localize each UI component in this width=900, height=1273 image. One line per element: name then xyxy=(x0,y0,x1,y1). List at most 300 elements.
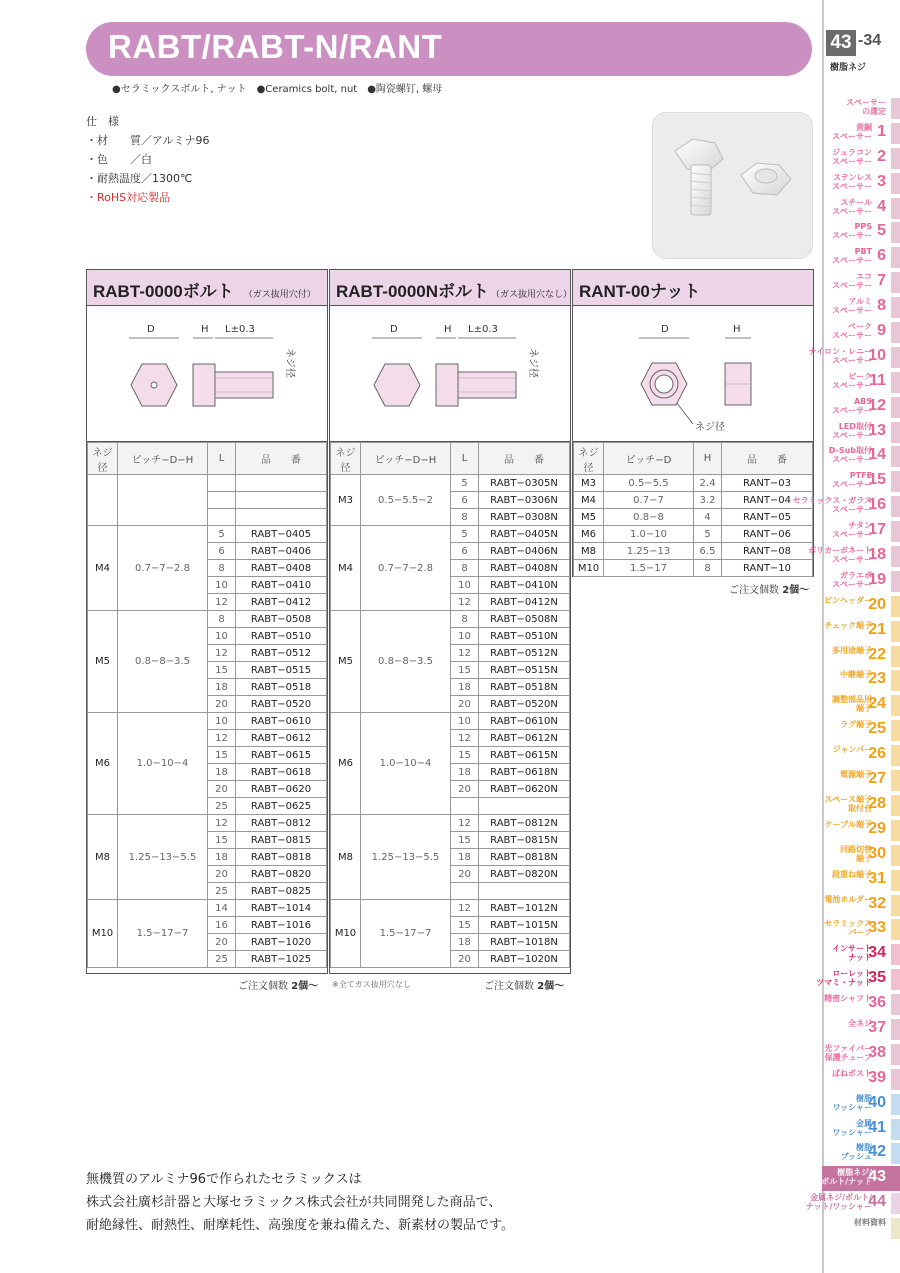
spec-item: ・材 質／アルミナ96 xyxy=(86,134,210,147)
height-cell: 4 xyxy=(694,509,722,526)
sidebar-item[interactable] xyxy=(822,96,900,121)
sidebar-item-tab xyxy=(891,521,900,542)
sidebar-item-label: PBT スペーサー xyxy=(832,247,872,266)
sidebar-item-tab xyxy=(891,670,900,691)
part-number-cell: RABT−0406N xyxy=(479,543,570,560)
boltn-order-note xyxy=(484,977,564,992)
col-header: ピッチ−D−H xyxy=(361,443,451,475)
dim-thread-label: ネジ径 xyxy=(284,348,295,378)
length-cell: 20 xyxy=(208,696,236,713)
sidebar-item[interactable] xyxy=(822,668,900,693)
sidebar-item-label: 段重ね端子 xyxy=(832,869,872,879)
sidebar-item-number: 26 xyxy=(868,745,886,763)
sidebar-item-label: ばねポスト xyxy=(832,1068,872,1078)
length-cell: 12 xyxy=(208,645,236,662)
sidebar-item-label: スペース端子 取付台 xyxy=(824,794,872,813)
part-number-cell: RABT−0620N xyxy=(479,781,570,798)
length-cell: 12 xyxy=(451,815,479,832)
boltn-table-body xyxy=(331,475,570,968)
sidebar-item[interactable] xyxy=(822,196,900,221)
size-cell: M4 xyxy=(88,526,118,611)
sidebar-item-number: 23 xyxy=(868,670,886,688)
part-number-cell: RABT−0508N xyxy=(479,611,570,628)
table-row xyxy=(88,713,327,730)
sidebar-item-number: 25 xyxy=(868,720,886,738)
sidebar-item[interactable] xyxy=(822,245,900,270)
boltn-table-title xyxy=(330,270,573,306)
sidebar-item-number: 30 xyxy=(868,844,886,862)
sidebar-item-number: 38 xyxy=(868,1043,886,1061)
sidebar-item-tab xyxy=(891,1168,900,1189)
sidebar-item-label: ローレット ツマミ・ナット xyxy=(816,969,872,988)
dim-thread-label: ネジ径 xyxy=(695,422,725,433)
bolt-title-note: （ガス抜用穴付） xyxy=(243,289,316,299)
sidebar-item[interactable] xyxy=(816,967,900,992)
sidebar-item-label: ケーブル端子 xyxy=(824,819,872,829)
nut-table-panel xyxy=(572,269,814,577)
dim-h-label: H xyxy=(444,324,452,335)
table-row xyxy=(574,509,813,526)
page-sub-number: -34 xyxy=(858,32,882,49)
title-banner xyxy=(86,22,812,76)
sidebar-item-label: セラミックス・ガラス スペーサー xyxy=(792,496,872,515)
sidebar-item-label: 多用途端子 xyxy=(832,645,872,655)
col-header: L xyxy=(451,443,479,475)
sidebar-item[interactable] xyxy=(822,1141,900,1166)
sidebar-item-tab xyxy=(891,222,900,243)
length-cell: 10 xyxy=(451,577,479,594)
length-cell: 8 xyxy=(451,560,479,577)
sidebar-item-number: 18 xyxy=(868,546,886,564)
length-cell: 5 xyxy=(451,475,479,492)
part-number-cell: RABT−0510N xyxy=(479,628,570,645)
sidebar-item[interactable] xyxy=(822,619,900,644)
sidebar-item-number: 43 xyxy=(868,1168,886,1186)
sidebar-item[interactable] xyxy=(822,768,900,793)
table-row xyxy=(331,526,570,543)
pitch-cell: 1.25−13−5.5 xyxy=(361,815,451,900)
sidebar-item-number: 21 xyxy=(868,620,886,638)
table-row xyxy=(88,900,327,917)
table-row xyxy=(574,526,813,543)
sidebar-item-label: ピンヘッダー xyxy=(824,595,872,605)
sidebar-item-label: D-Sub取付 スペーサー xyxy=(828,446,872,465)
order-label: ご注文個数 xyxy=(484,981,534,992)
sidebar-item-number: 33 xyxy=(868,919,886,937)
table-row xyxy=(574,475,813,492)
sidebar-item-tab xyxy=(891,795,900,816)
col-header: 品 番 xyxy=(722,443,813,475)
length-cell: 12 xyxy=(208,594,236,611)
part-number-cell: RABT−0618 xyxy=(236,764,327,781)
pitch-cell: 1.5−17−7 xyxy=(361,900,451,968)
sidebar-item-number: 15 xyxy=(868,471,886,489)
sidebar-item[interactable] xyxy=(822,1092,900,1117)
sidebar-item-tab xyxy=(891,870,900,891)
sidebar-item-label: PTFE スペーサー xyxy=(832,471,872,490)
sidebar-item-tab xyxy=(891,546,900,567)
sidebar-item-tab xyxy=(891,745,900,766)
sidebar-item-tab xyxy=(891,1094,900,1115)
sidebar-item-number: 19 xyxy=(868,570,886,588)
bolt-diagram xyxy=(87,306,327,442)
pitch-cell: 1.0−10 xyxy=(604,526,694,543)
page-title: RABT/RABT-N/RANT xyxy=(108,28,443,65)
table-row xyxy=(574,492,813,509)
sidebar-item[interactable] xyxy=(822,743,900,768)
dim-l-label: L±0.3 xyxy=(225,324,255,335)
size-cell: M6 xyxy=(574,526,604,543)
sidebar-item-label: 樹脂ネジ/ ボルト/ナット xyxy=(821,1168,872,1187)
sidebar-item-tab xyxy=(891,471,900,492)
page-subtitle: ●セラミックスボルト, ナット ●Ceramics bolt, nut ●陶瓷螺钉, 螺母 xyxy=(112,84,443,95)
length-cell: 18 xyxy=(451,849,479,866)
sidebar-item[interactable] xyxy=(822,1216,900,1241)
part-number-cell: RABT−0612N xyxy=(479,730,570,747)
part-number-cell: RABT−0818N xyxy=(479,849,570,866)
bolt-drawing xyxy=(87,306,327,442)
sidebar-item[interactable] xyxy=(822,569,900,594)
sidebar-item[interactable] xyxy=(822,146,900,171)
length-cell: 8 xyxy=(451,509,479,526)
sidebar-item-number: 40 xyxy=(868,1093,886,1111)
part-number-cell: RABT−0518 xyxy=(236,679,327,696)
sidebar-item[interactable] xyxy=(822,395,900,420)
sidebar-item-number: 39 xyxy=(868,1068,886,1086)
col-header: ネジ径 xyxy=(88,443,118,475)
pitch-cell: 0.5−5.5 xyxy=(604,475,694,492)
table-row xyxy=(88,526,327,543)
length-cell: 5 xyxy=(451,526,479,543)
sidebar-item[interactable] xyxy=(822,171,900,196)
sidebar-item[interactable] xyxy=(822,1042,900,1067)
sidebar-item-label: ジャンパー xyxy=(832,745,872,755)
sidebar-item-number: 27 xyxy=(868,770,886,788)
part-number-cell: RABT−0306N xyxy=(479,492,570,509)
part-number-cell: RABT−1014 xyxy=(236,900,327,917)
sidebar-item[interactable] xyxy=(822,793,900,818)
pitch-cell: 1.5−17−7 xyxy=(118,900,208,968)
sidebar-item-tab xyxy=(891,123,900,144)
length-cell: 8 xyxy=(451,611,479,628)
sidebar-item-number: 16 xyxy=(868,496,886,514)
col-header: 品 番 xyxy=(236,443,327,475)
sidebar-item-label: ジュラコン スペーサー xyxy=(832,147,872,166)
length-cell: 18 xyxy=(208,679,236,696)
length-cell: 15 xyxy=(451,917,479,934)
boltn-title-text: RABT-0000Nボルト xyxy=(336,282,490,301)
part-number-cell: RABT−0406 xyxy=(236,543,327,560)
sidebar-item-number: 41 xyxy=(868,1118,886,1136)
sidebar-item-label: ラグ端子 xyxy=(840,720,872,730)
footer-line: 株式会社廣杉計器と大塚セラミックス株式会社が共同開発した商品で、 xyxy=(86,1195,502,1210)
part-number-cell: RABT−1015N xyxy=(479,917,570,934)
sidebar-item[interactable] xyxy=(822,270,900,295)
sidebar-item[interactable] xyxy=(822,220,900,245)
size-cell: M6 xyxy=(331,713,361,815)
part-number-cell: RABT−0620 xyxy=(236,781,327,798)
sidebar-item[interactable] xyxy=(822,893,900,918)
pitch-cell: 1.25−13 xyxy=(604,543,694,560)
part-number-cell: RABT−0615 xyxy=(236,747,327,764)
sidebar-item-label: ナイロン・レニー スペーサー xyxy=(808,346,872,365)
sidebar-item[interactable] xyxy=(822,917,900,942)
length-cell: 10 xyxy=(208,577,236,594)
bolt-footnote xyxy=(332,979,411,990)
sidebar-item-number: 29 xyxy=(868,819,886,837)
bolt-title-text: RABT-0000ボルト xyxy=(93,282,234,301)
sidebar-item-tab xyxy=(891,820,900,841)
sidebar-item[interactable] xyxy=(822,469,900,494)
sidebar-item-tab xyxy=(891,1193,900,1214)
sidebar-item-tab xyxy=(891,1119,900,1140)
sidebar-item-number: 10 xyxy=(868,346,886,364)
sidebar-item[interactable] xyxy=(822,644,900,669)
length-cell: 25 xyxy=(208,951,236,968)
sidebar-item-number: 17 xyxy=(868,521,886,539)
length-cell: 10 xyxy=(451,628,479,645)
sidebar-item-label: 電池ホルダー xyxy=(824,894,872,904)
sidebar-item[interactable] xyxy=(822,519,900,544)
length-cell: 12 xyxy=(208,730,236,747)
part-number-cell: RABT−1020 xyxy=(236,934,327,951)
boltn-diagram xyxy=(330,306,570,442)
sidebar-item-tab xyxy=(891,646,900,667)
col-header: H xyxy=(694,443,722,475)
sidebar-item-number: 8 xyxy=(877,297,886,315)
height-cell: 8 xyxy=(694,560,722,577)
sidebar-item-label: ポリカーボネート スペーサー xyxy=(808,546,872,565)
dim-thread-label: ネジ径 xyxy=(527,348,538,378)
sidebar-item-label: ステンレス スペーサー xyxy=(832,172,872,191)
sidebar-item-tab xyxy=(891,895,900,916)
part-number-cell: RANT−05 xyxy=(722,509,813,526)
boltn-title-note: （ガス抜用穴なし） xyxy=(491,289,573,299)
sidebar-item-tab xyxy=(891,1069,900,1090)
spec-item: ・耐熱温度／1300℃ xyxy=(86,172,193,185)
length-cell: 25 xyxy=(208,798,236,815)
sidebar-item[interactable] xyxy=(822,320,900,345)
length-cell: 18 xyxy=(451,764,479,781)
bolt-nut-image xyxy=(653,113,814,260)
part-number-cell: RANT−08 xyxy=(722,543,813,560)
sidebar-item-label: 回路切替 端子 xyxy=(840,844,872,863)
sidebar-item-label: チタン スペーサー xyxy=(832,521,872,540)
sidebar-item[interactable] xyxy=(822,942,900,967)
sidebar-item-label: 材料資料 xyxy=(854,1218,886,1228)
boltn-table xyxy=(330,442,570,968)
sidebar-item-number: 4 xyxy=(877,197,886,215)
page-category: 樹脂ネジ xyxy=(830,63,867,73)
sidebar-item[interactable] xyxy=(822,718,900,743)
sidebar-item-tab xyxy=(891,347,900,368)
length-cell: 12 xyxy=(451,730,479,747)
sidebar-item[interactable] xyxy=(822,370,900,395)
order-qty: 2個〜 xyxy=(782,585,810,596)
sidebar-item[interactable] xyxy=(822,843,900,868)
sidebar-item-label: スチール スペーサー xyxy=(832,197,872,216)
sidebar-item[interactable] xyxy=(822,295,900,320)
size-cell xyxy=(88,475,118,526)
sidebar-item-label: エコ スペーサー xyxy=(832,272,872,291)
sidebar-item-label: 金属ネジ/ボルト/ ナット/ワッシャー xyxy=(805,1193,872,1212)
sidebar-item-label: 樹脂 ブッシュ xyxy=(840,1143,872,1162)
length-cell: 15 xyxy=(451,662,479,679)
part-number-cell xyxy=(479,883,570,900)
footer-description xyxy=(86,1168,514,1237)
part-number-cell: RABT−0405N xyxy=(479,526,570,543)
sidebar-item-tab xyxy=(891,198,900,219)
page-number: 43 xyxy=(826,30,856,56)
pitch-cell: 1.5−17 xyxy=(604,560,694,577)
sidebar-item[interactable] xyxy=(808,345,900,370)
length-cell: 6 xyxy=(208,543,236,560)
length-cell: 25 xyxy=(208,883,236,900)
sidebar-item-tab xyxy=(891,297,900,318)
part-number-cell: RANT−10 xyxy=(722,560,813,577)
part-number-cell: RABT−0815 xyxy=(236,832,327,849)
sidebar-item[interactable] xyxy=(822,121,900,146)
sidebar-item-tab xyxy=(891,1218,900,1239)
part-number-cell xyxy=(236,509,327,526)
col-header: ネジ径 xyxy=(574,443,604,475)
table-row xyxy=(88,475,327,492)
dim-h-label: H xyxy=(201,324,209,335)
rohs-note: ・RoHS対応製品 xyxy=(86,191,171,204)
sidebar-item-number: 13 xyxy=(868,421,886,439)
sidebar-item-tab xyxy=(891,1044,900,1065)
table-row xyxy=(331,611,570,628)
bolt-table-body xyxy=(88,475,327,968)
length-cell: 15 xyxy=(208,832,236,849)
sidebar-item-label: 全ネジ xyxy=(848,1018,872,1028)
table-row xyxy=(331,815,570,832)
bolt-table xyxy=(87,442,327,968)
boltn-table-panel xyxy=(329,269,571,974)
sidebar-item-label: PPS スペーサー xyxy=(832,222,872,241)
dim-d-label: D xyxy=(147,324,155,335)
sidebar-item[interactable] xyxy=(822,868,900,893)
table-row xyxy=(574,560,813,577)
table-row xyxy=(88,815,327,832)
length-cell: 15 xyxy=(451,747,479,764)
dim-l-label: L±0.3 xyxy=(468,324,498,335)
sidebar-item-number: 44 xyxy=(868,1193,886,1211)
sidebar-item[interactable] xyxy=(822,1117,900,1142)
length-cell: 15 xyxy=(208,662,236,679)
sidebar-item-number: 31 xyxy=(868,869,886,887)
length-cell: 5 xyxy=(208,526,236,543)
sidebar-item-number: 1 xyxy=(877,122,886,140)
part-number-cell: RANT−06 xyxy=(722,526,813,543)
part-number-cell xyxy=(236,492,327,509)
col-header: 品 番 xyxy=(479,443,570,475)
part-number-cell: RABT−0408N xyxy=(479,560,570,577)
sidebar-item-tab xyxy=(891,272,900,293)
part-number-cell: RABT−1012N xyxy=(479,900,570,917)
dim-h-label: H xyxy=(733,324,741,335)
height-cell: 6.5 xyxy=(694,543,722,560)
size-cell: M6 xyxy=(88,713,118,815)
sidebar-item[interactable] xyxy=(822,444,900,469)
height-cell: 5 xyxy=(694,526,722,543)
sidebar-item-number: 28 xyxy=(868,794,886,812)
pitch-cell xyxy=(118,475,208,526)
sidebar-item-label: ABS スペーサー xyxy=(832,396,872,415)
sidebar-item-number: 24 xyxy=(868,695,886,713)
length-cell: 20 xyxy=(208,934,236,951)
sidebar-item[interactable] xyxy=(822,594,900,619)
pitch-cell: 0.7−7−2.8 xyxy=(118,526,208,611)
sidebar-item[interactable] xyxy=(822,1067,900,1092)
length-cell xyxy=(451,798,479,815)
part-number-cell: RABT−0812N xyxy=(479,815,570,832)
sidebar-item-number: 6 xyxy=(877,247,886,265)
sidebar-item[interactable] xyxy=(822,693,900,718)
sidebar-item[interactable] xyxy=(792,494,900,519)
nut-drawing xyxy=(573,306,813,442)
part-number-cell: RABT−0510 xyxy=(236,628,327,645)
size-cell: M4 xyxy=(331,526,361,611)
pitch-cell: 1.0−10−4 xyxy=(361,713,451,815)
part-number-cell: RABT−0512 xyxy=(236,645,327,662)
part-number-cell: RABT−0408 xyxy=(236,560,327,577)
part-number-cell: RABT−0405 xyxy=(236,526,327,543)
sidebar-item[interactable] xyxy=(822,1017,900,1042)
sidebar-item[interactable] xyxy=(822,818,900,843)
height-cell: 2.4 xyxy=(694,475,722,492)
table-row xyxy=(331,900,570,917)
part-number-cell: RABT−0625 xyxy=(236,798,327,815)
part-number-cell: RABT−0305N xyxy=(479,475,570,492)
sidebar-item-number: 14 xyxy=(868,446,886,464)
part-number-cell: RABT−0512N xyxy=(479,645,570,662)
length-cell: 18 xyxy=(451,679,479,696)
sidebar-item[interactable] xyxy=(822,1166,900,1191)
part-number-cell: RABT−0520N xyxy=(479,696,570,713)
dim-d-label: D xyxy=(390,324,398,335)
sidebar-item-tab xyxy=(891,770,900,791)
sidebar-item-number: 36 xyxy=(868,994,886,1012)
sidebar-item[interactable] xyxy=(808,544,900,569)
size-cell: M8 xyxy=(331,815,361,900)
pitch-cell: 1.25−13−5.5 xyxy=(118,815,208,900)
length-cell: 18 xyxy=(451,934,479,951)
size-cell: M4 xyxy=(574,492,604,509)
length-cell: 18 xyxy=(208,764,236,781)
sidebar-item[interactable] xyxy=(805,1191,900,1216)
pitch-cell: 0.7−7 xyxy=(604,492,694,509)
bolt-order-note xyxy=(238,977,318,992)
spec-block xyxy=(86,112,210,207)
length-cell xyxy=(208,492,236,509)
sidebar-item[interactable] xyxy=(822,420,900,445)
sidebar-item-number: 9 xyxy=(877,322,886,340)
sidebar-item-number: 3 xyxy=(877,172,886,190)
col-header: ネジ径 xyxy=(331,443,361,475)
sidebar-item-tab xyxy=(891,944,900,965)
sidebar-item[interactable] xyxy=(822,992,900,1017)
sidebar-item-label: インサート ナット xyxy=(832,944,872,963)
length-cell: 15 xyxy=(451,832,479,849)
pitch-cell: 0.8−8 xyxy=(604,509,694,526)
length-cell: 8 xyxy=(208,560,236,577)
length-cell: 20 xyxy=(451,781,479,798)
sidebar-item-number: 12 xyxy=(868,396,886,414)
pitch-cell: 0.7−7−2.8 xyxy=(361,526,451,611)
length-cell: 14 xyxy=(208,900,236,917)
sidebar-item-tab xyxy=(891,173,900,194)
